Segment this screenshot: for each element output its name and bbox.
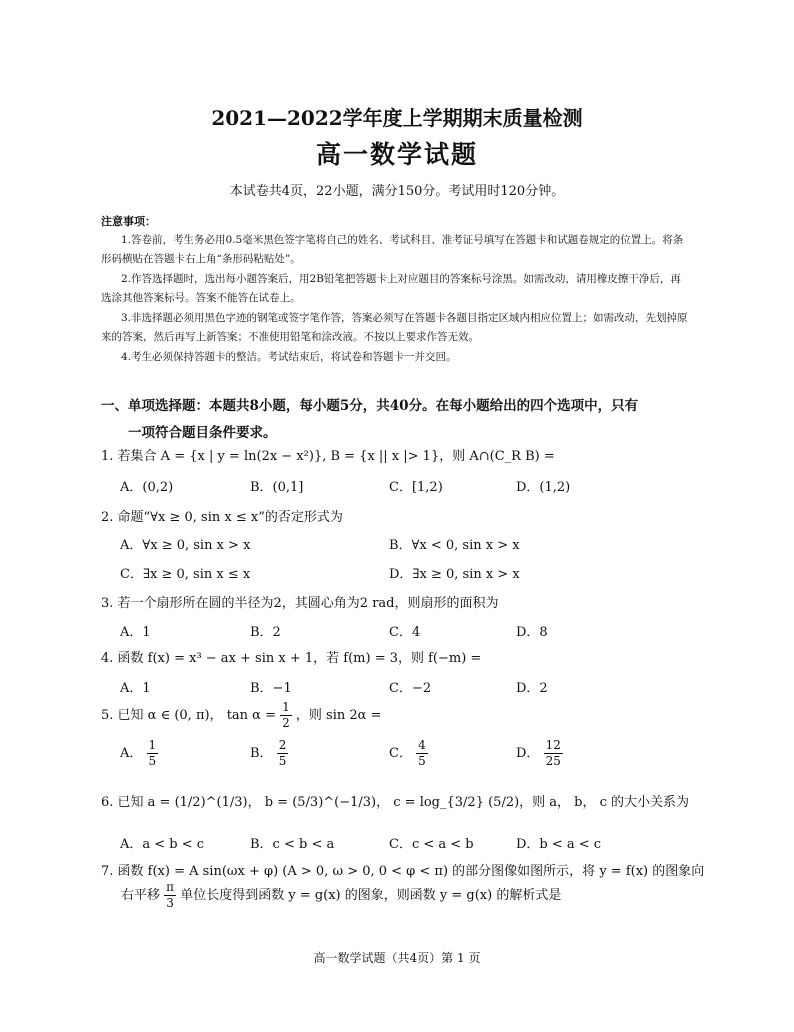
q5-stem-numerator: 1 [282, 700, 290, 714]
q5-option-b-numerator: 2 [278, 738, 287, 752]
q4-option-d: D．2 [516, 681, 548, 696]
page-footer: 高一数学试题（共4页）第 1 页 [313, 951, 481, 965]
exam-info: 本试卷共4页，22小题，满分150分。考试用时120分钟。 [229, 184, 565, 199]
q6-option-a: A．a < b < c [120, 837, 205, 852]
q6-option-b: B．c < b < a [250, 837, 335, 852]
q3-option-a: A．1 [120, 625, 151, 640]
q4-option-a: A．1 [120, 681, 151, 696]
q5-option-d-numerator: 12 [545, 738, 561, 752]
q5-option-a-numerator: 1 [148, 738, 157, 752]
q5-stem-part2: ，则 sin 2α = [295, 708, 382, 723]
q7-shift-denominator: 3 [166, 896, 174, 910]
q2-option-b: B．∀x < 0, sin x > x [389, 538, 520, 553]
q6-option-d: D．b < a < c [516, 837, 602, 852]
q3-option-c: C．4 [389, 625, 421, 640]
q5-option-c-denominator: 5 [418, 754, 426, 768]
question-1-stem: 1. 若集合 A = {x | y = ln(2x − x²)}, B = {x || x |> 1}，则 A∩(C_R B) = [101, 449, 555, 464]
q5-option-c [389, 738, 428, 769]
section-heading-cont: 一项符合题目条件要求。 [128, 425, 277, 441]
q7-shift-fraction [164, 880, 176, 911]
q5-option-b [250, 738, 288, 769]
question-4-stem: 4. 函数 f(x) = x³ − ax + sin x + 1，若 f(m) = 3，则 f(−m) = [101, 651, 482, 666]
q4-option-b: B．−1 [250, 681, 292, 696]
q7-line2-part2: 单位长度得到函数 y = g(x) 的图象，则函数 y = g(x) 的解析式是 [180, 888, 562, 903]
q5-option-b-label: B． [250, 746, 273, 761]
q2-option-a: A．∀x ≥ 0, sin x > x [120, 538, 251, 553]
notice-item-2: 2.作答选择题时，选出每小题答案后，用2B铅笔把答题卡上对应题目的答案标号涂黑。如需改动，请用橡皮擦干净后，再选涂其他答案标号。答案不能答在试卷上。 [101, 273, 681, 304]
q6-option-c: C．c < a < b [389, 837, 474, 852]
q2-option-d: D．∃x ≥ 0, sin x > x [389, 567, 520, 582]
exam-title: 2021—2022学年度上学期期末质量检测 [211, 106, 583, 130]
q5-stem-fraction [280, 700, 292, 731]
q1-option-d: D．(1,2) [516, 480, 571, 495]
notice-item-4: 4.考生必须保持答题卡的整洁。考试结束后，将试卷和答题卡一并交回。 [121, 351, 457, 363]
q5-stem-part1: 5. 已知 α ∈ (0, π)， tan α = [101, 708, 276, 723]
q1-option-b: B．(0,1] [250, 480, 304, 495]
q7-shift-numerator: π [166, 880, 175, 894]
question-3-stem: 3. 若一个扇形所在圆的半径为2，其圆心角为2 rad，则扇形的面积为 [101, 596, 499, 611]
q5-option-b-denominator: 5 [278, 754, 287, 768]
q5-option-d-denominator: 25 [545, 754, 561, 768]
q5-stem-denominator: 2 [282, 716, 290, 730]
q5-option-a-label: A． [120, 746, 143, 761]
exam-subject-title: 高一数学试题 [315, 140, 478, 169]
notice-item-3: 3.非选择题必须用黑色字迹的钢笔或签字笔作答，答案必须写在答题卡各题目指定区域内相应位置上；如需改动，先划掉原来的答案，然后再写上新答案；不准使用铅笔和涂改液。不按以上要求作答无效。 [101, 312, 688, 343]
q5-option-d-label: D． [516, 746, 540, 761]
question-7-stem-cont [121, 880, 561, 911]
q4-option-c: C．−2 [389, 681, 432, 696]
q1-option-c: C．[1,2) [389, 480, 443, 495]
question-2-stem: 2. 命题“∀x ≥ 0, sin x ≤ x”的否定形式为 [101, 510, 343, 525]
q5-option-d-fraction [544, 738, 563, 769]
q5-option-d [516, 738, 563, 769]
section-heading: 一、单项选择题：本题共8小题，每小题5分，共40分。在每小题给出的四个选项中，只有 [101, 398, 639, 414]
notice-item-1: 1.答卷前，考生务必用0.5毫米黑色签字笔将自己的姓名、考试科目、准考证号填写在答题卡和试题卷规定的位置上。将条形码横贴在答题卡右上角“条形码粘贴处”。 [101, 234, 684, 265]
q5-option-a [120, 738, 158, 769]
question-6-stem: 6. 已知 a = (1/2)^(1/3)， b = (5/3)^(−1/3)， c = log_{3/2} (5/2)，则 a， b， c 的大小关系为 [101, 795, 690, 810]
q7-line2-part1: 右平移 [121, 888, 161, 903]
q1-option-a: A．(0,2) [120, 480, 174, 495]
q2-option-c: C．∃x ≥ 0, sin x ≤ x [120, 567, 251, 582]
q3-option-b: B．2 [250, 625, 281, 640]
q5-option-c-fraction [416, 738, 428, 769]
q5-option-b-fraction [277, 738, 289, 769]
q5-option-c-numerator: 4 [418, 738, 426, 752]
q3-option-d: D．8 [516, 625, 548, 640]
question-7-stem: 7. 函数 f(x) = A sin(ωx + φ) (A > 0, ω > 0, 0 < φ < π) 的部分图像如图所示，将 y = f(x) 的图象向 [101, 864, 705, 879]
notice-title: 注意事项： [101, 215, 156, 228]
q5-option-c-label: C． [389, 746, 412, 761]
question-5-stem [101, 700, 381, 731]
q5-option-a-fraction [147, 738, 159, 769]
q5-option-a-denominator: 5 [148, 754, 157, 768]
